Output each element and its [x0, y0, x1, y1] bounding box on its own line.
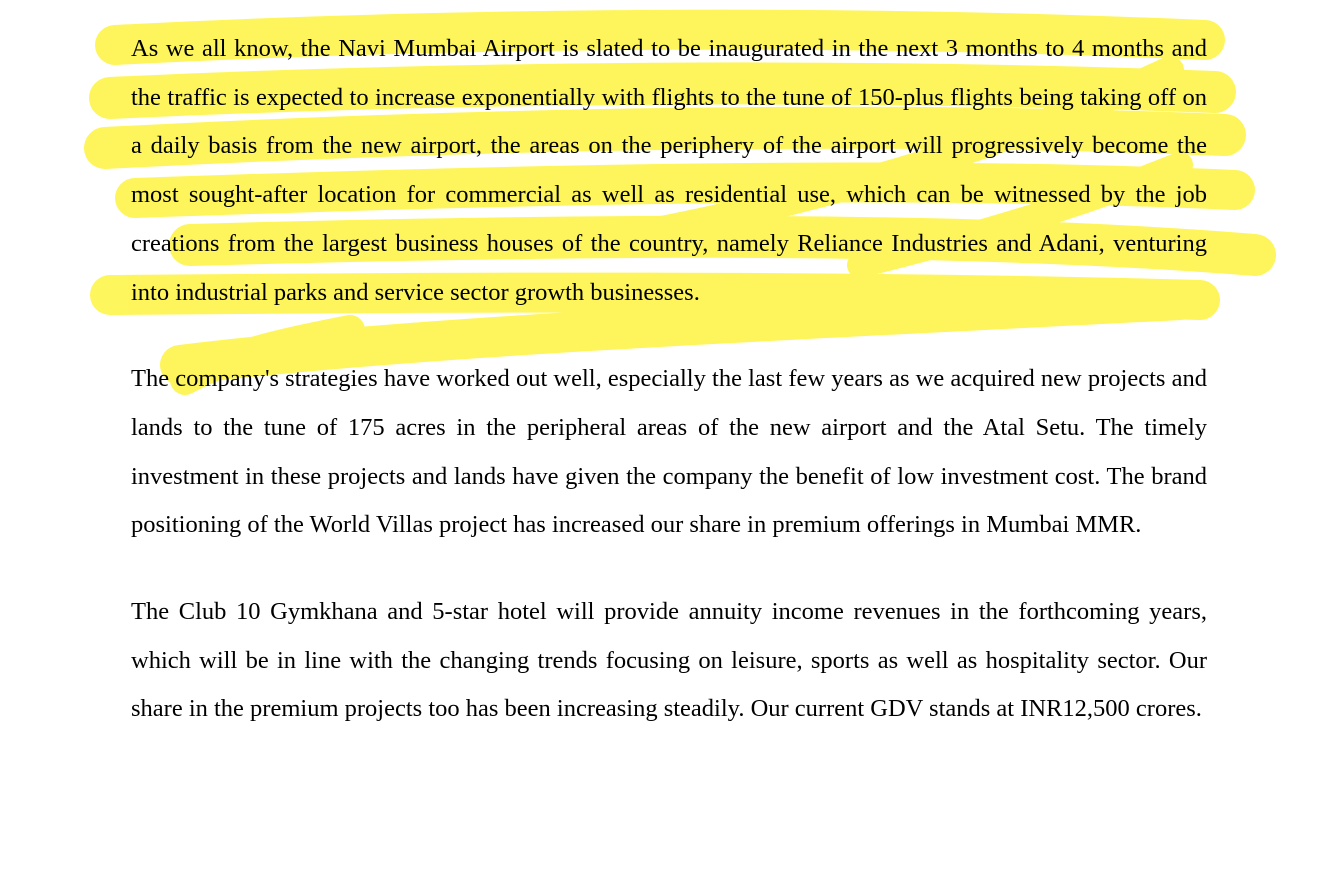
- document-body: [131, 25, 1207, 772]
- paragraph-airport-outlook: As we all know, the Navi Mumbai Airport is slated to be inaugurated in the next 3 months to 4 months and the traffic is expected to increase exponentially with flights to the tune of 150-plus flights being taking off on a daily basis from the new airport, the areas on the periphery of the airport will progressively become the most sought-after location for commercial as well as residential use, which can be witnessed by the job creations from the largest business houses of the country, namely Reliance Industries and Adani, venturing into industrial parks and service sector growth businesses.: [131, 35, 1207, 306]
- paragraph-company-strategy: The company's strategies have worked out well, especially the last few years as we acquired new projects and lands to the tune of 175 acres in the peripheral areas of the new airport and the Atal Setu. The timely investment in these projects and lands have given the company the benefit of low investment cost. The brand positioning of the World Villas project has increased our share in premium offerings in Mumbai MMR.: [131, 365, 1207, 539]
- paragraph-annuity-income: The Club 10 Gymkhana and 5-star hotel will provide annuity income revenues in the forthcoming years, which will be in line with the changing trends focusing on leisure, sports as well as hospitality sector. Our share in the premium projects too has been increasing steadily. Our current GDV stands at INR12,500 crores.: [131, 598, 1207, 723]
